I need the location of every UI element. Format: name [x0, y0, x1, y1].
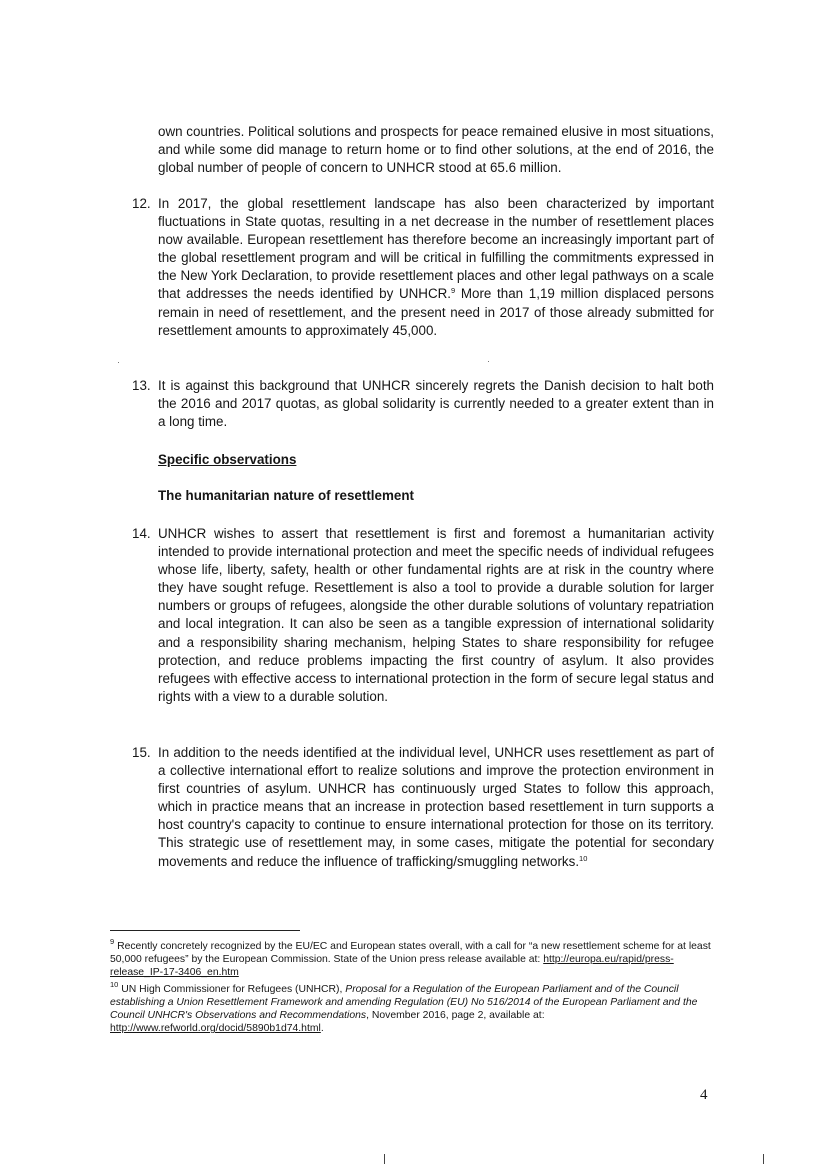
section-heading: Specific observations: [158, 452, 297, 467]
footnote-9-link[interactable]: http://europa.eu/rapid/press-release_IP-17-3406_en.htm: [110, 954, 674, 979]
footnote-10-text: UN High Commissioner for Refugees (UNHCR),: [121, 984, 346, 995]
page-number: 4: [700, 1087, 708, 1103]
footnote-ref-9[interactable]: 9: [451, 286, 456, 296]
paragraph-12: [158, 195, 714, 340]
footnote-10-end: .: [320, 1023, 324, 1035]
subsection-heading: The humanitarian nature of resettlement: [158, 488, 414, 503]
paragraph-12-text: In 2017, the global resettlement landscape has also been characterized by important fluctuations in State quotas, resulting in a net decrease in the number of resettlement places now available. European resettlement has therefore become an increasingly important part of the global resettlement program and will be critical in fulfilling the commitments expressed in the New York Declaration, to provide resettlement places and other legal pathways on a scale that addresses the needs identified by UNHCR.: [158, 196, 714, 302]
footnote-9-text: Recently concretely recognized by the EU/EC and European states overall, with a call for “a new resettlement scheme for at least 50,000 refugees” by the European Commission. State of the Union press release available at:: [110, 941, 711, 966]
footnote-ref-10[interactable]: 10: [579, 853, 588, 863]
paragraph-number: 14.: [132, 526, 151, 541]
footnote-number: 9: [110, 937, 115, 946]
paragraph-number: 15.: [132, 745, 151, 760]
scan-mark: [384, 1154, 385, 1164]
paragraph-15: [158, 744, 714, 871]
scan-mark: [118, 362, 119, 363]
paragraph-15-text: In addition to the needs identified at the individual level, UNHCR uses resettlement as part of a collective international effort to realize solutions and improve the protection environment in first countries of asylum. UNHCR has continuously urged States to follow this approach, which in practice means that an increase in protection based resettlement in turn supports a host country's capacity to continue to ensure international protection for those on its territory. This strategic use of resettlement may, in some cases, mitigate the potential for secondary movements and reduce the influence of trafficking/smuggling networks.: [158, 745, 714, 869]
footnote-10-text-continued: , November 2016, page 2, available at:: [366, 1010, 545, 1022]
paragraph-number: 12.: [132, 196, 151, 211]
footnote-separator: [110, 930, 300, 931]
footnote-10-link[interactable]: http://www.refworld.org/docid/5890b1d74.html: [110, 1023, 321, 1035]
paragraph-13: It is against this background that UNHCR sincerely regrets the Danish decision to halt both the 2016 and 2017 quotas, as global solidarity is currently needed to a greater extent than in a long time.: [158, 378, 714, 430]
footnote-10-title: Proposal for a Regulation of the European Parliament and of the Council establishing a Union Resettlement Framework and amending Regulation (EU) No 516/2014 of the European Parliament and the Council UNHCR's Observations and Recommendations: [110, 984, 698, 1022]
paragraph-14: UNHCR wishes to assert that resettlement is first and foremost a humanitarian activity intended to provide international protection and meet the specific needs of individual refugees whose life, liberty, safety, health or other fundamental rights are at risk in the country where they have sought refuge. Resettlement is also a tool to provide a durable solution for larger numbers or groups of refugees, alongside the other durable solutions of voluntary repatriation and local integration. It can also be seen as a tangible expression of international solidarity and a responsibility sharing mechanism, helping States to share responsibility for refugee protection, and reduce problems impacting the first country of asylum. It also provides refugees with effective access to international protection in the form of secure legal status and rights with a view to a durable solution.: [158, 526, 714, 704]
footnote-9: [110, 937, 716, 979]
intro-paragraph: own countries. Political solutions and prospects for peace remained elusive in most situations, and while some did manage to return home or to find other solutions, at the end of 2016, the global number of people of concern to UNHCR stood at 65.6 million.: [158, 124, 714, 176]
scan-mark: [488, 361, 489, 362]
footnote-number: 10: [110, 980, 119, 989]
paragraph-number: 13.: [132, 378, 151, 393]
footnote-10: [110, 980, 716, 1035]
paragraph-12-text-continued: More than 1,19 million displaced persons remain in need of resettlement, and the present need in 2017 of those already submitted for resettlement amounts to approximately 45,000.: [158, 286, 714, 338]
scan-mark: [763, 1154, 764, 1164]
